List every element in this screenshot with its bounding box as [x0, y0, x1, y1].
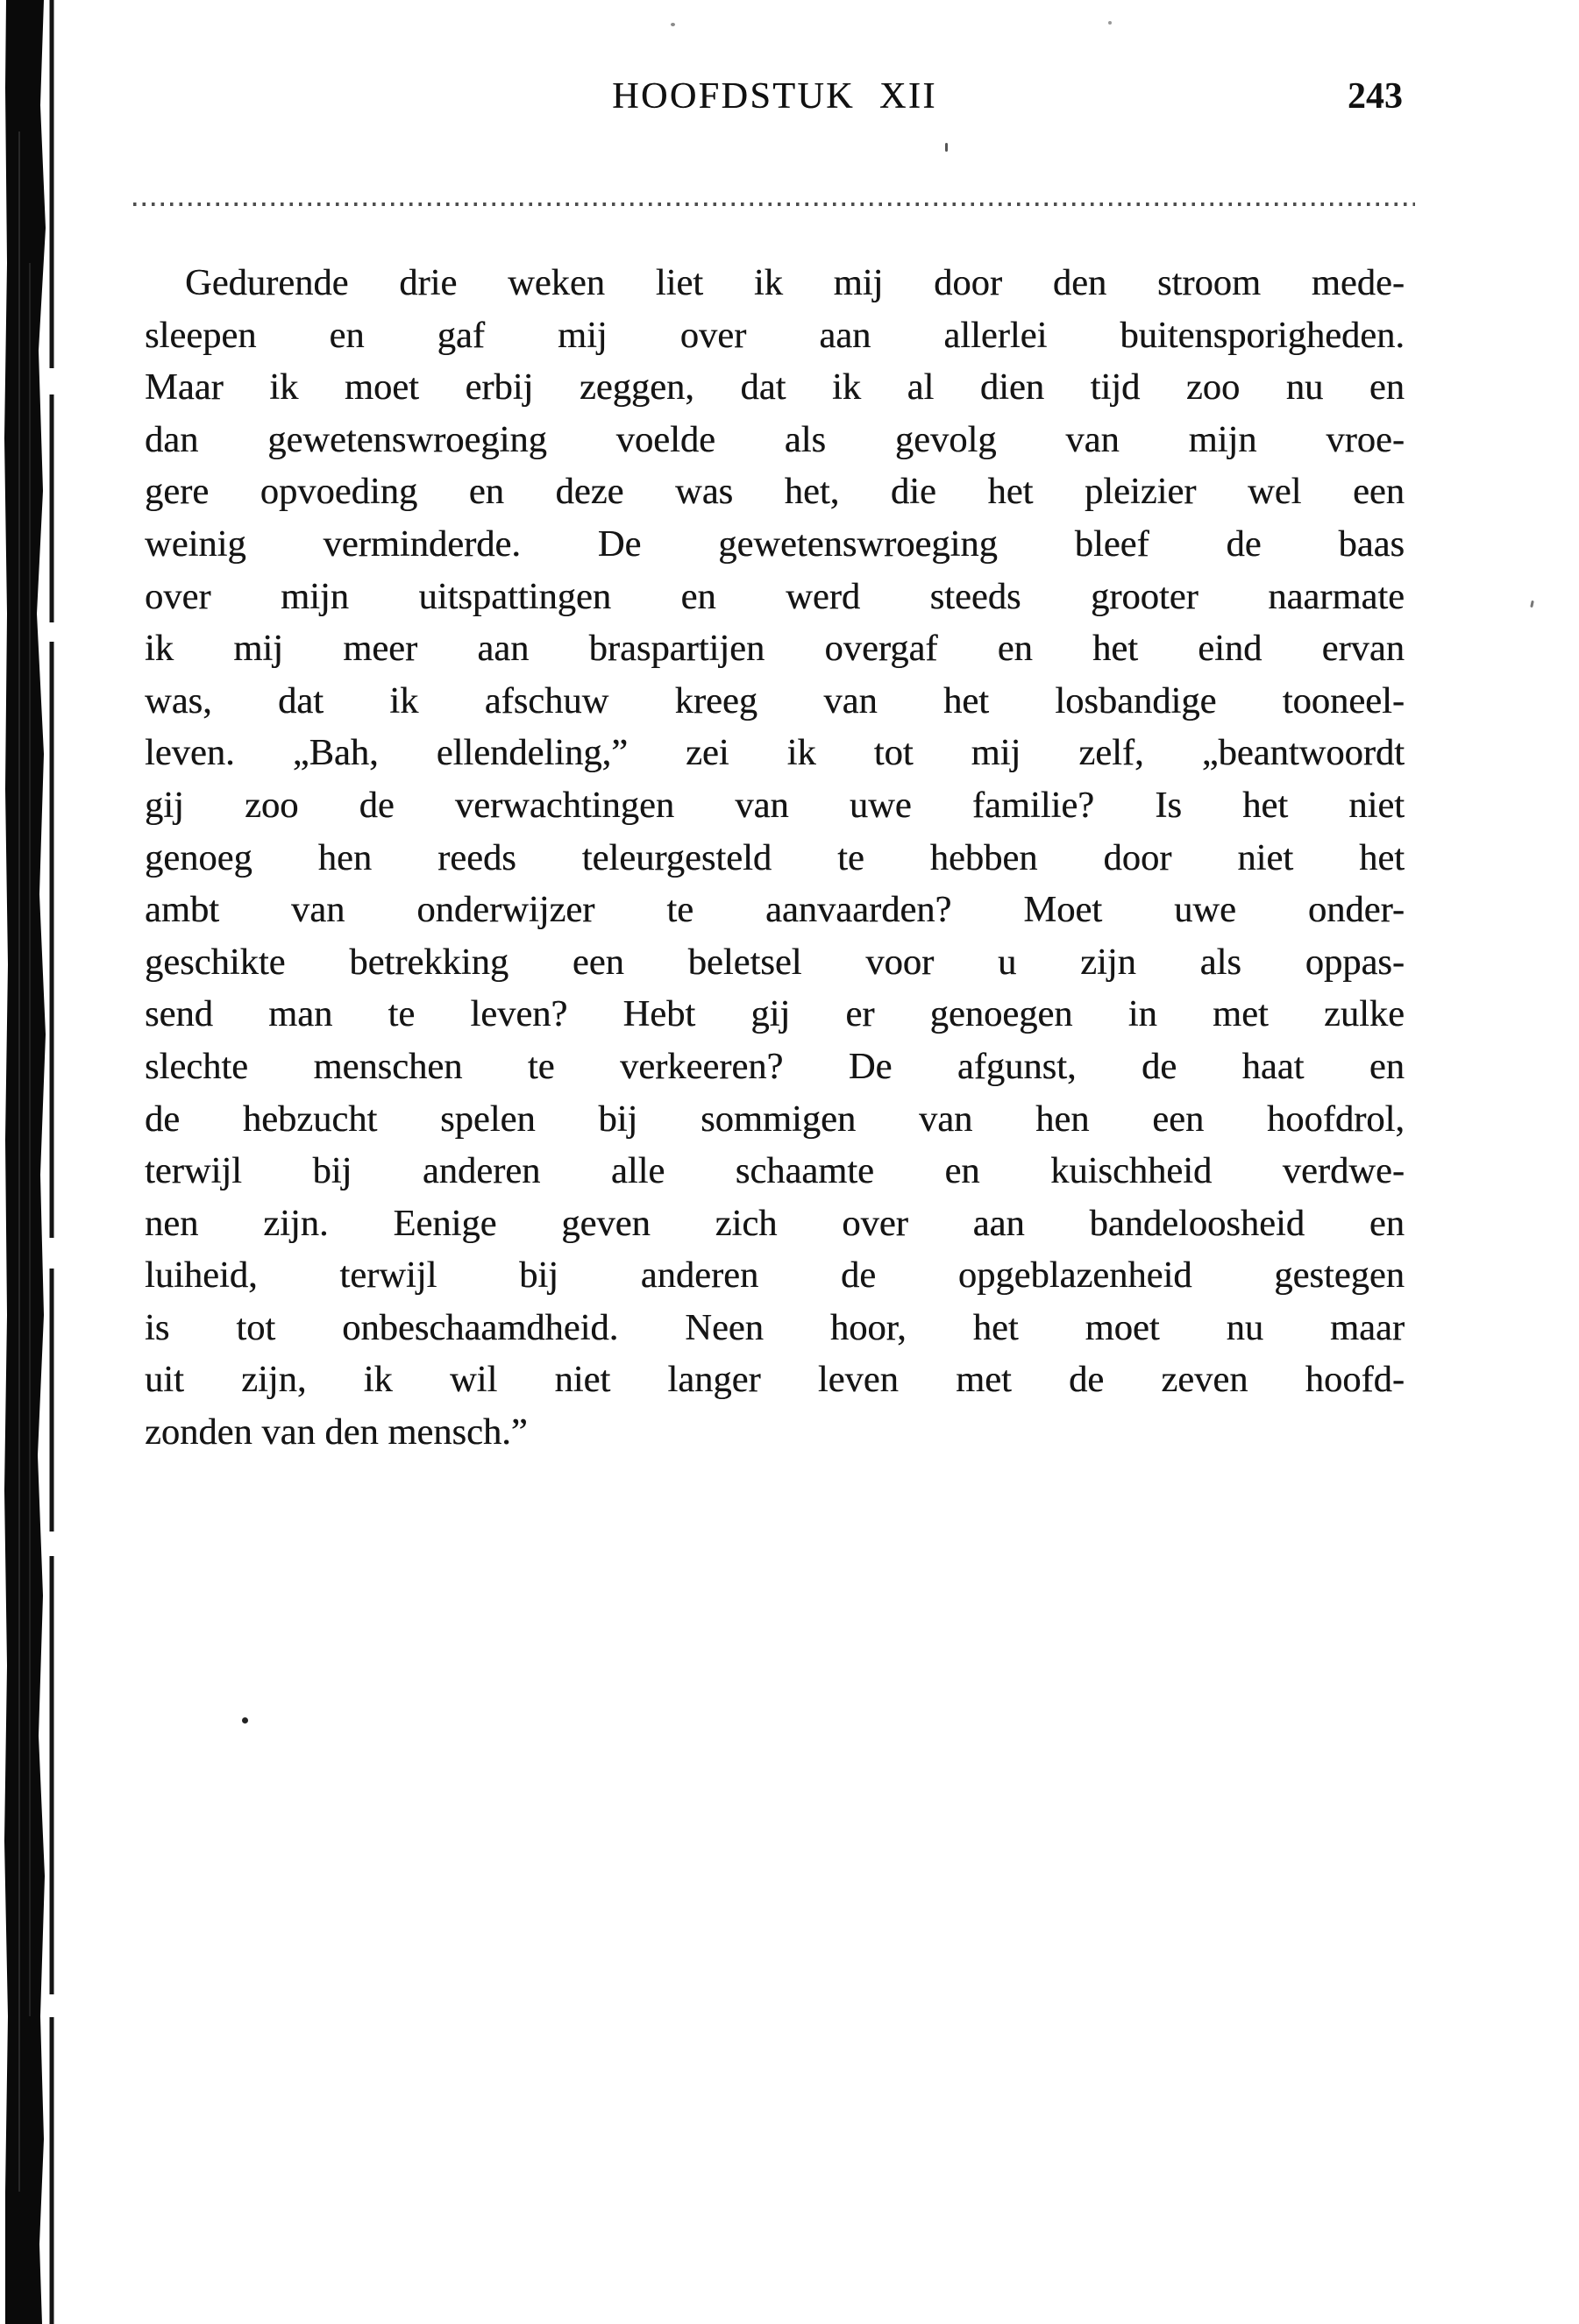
running-header — [145, 75, 1405, 121]
chapter-heading: HOOFDSTUK XII — [612, 76, 937, 117]
text-line: luiheid, terwijl bij anderen de opgeblazenheid gestegen — [145, 1254, 1405, 1297]
text-line: zonden van den mensch.” — [145, 1411, 528, 1453]
scan-speck — [945, 143, 948, 152]
text-line: ambt van onderwijzer te aanvaarden? Moet uwe onder- — [145, 889, 1405, 931]
page-content — [145, 0, 1405, 2324]
text-line: dan gewetenswroeging voelde als gevolg van mijn vroe- — [145, 418, 1405, 460]
text-line: de hebzucht spelen bij sommigen van hen een hoofdrol, — [145, 1098, 1405, 1140]
binding-shadow — [0, 0, 61, 2324]
page-number: 243 — [1348, 76, 1403, 117]
scan-speck — [671, 23, 675, 26]
text-line: ik mij meer aan braspartijen overgaf en het eind ervan — [145, 628, 1405, 670]
text-line: terwijl bij anderen alle schaamte en kuischheid verdwe- — [145, 1150, 1405, 1192]
text-line: sleepen en gaf mij over aan allerlei buitensporigheden. — [145, 314, 1405, 356]
scan-speck — [1530, 601, 1534, 608]
text-line: gij zoo de verwachtingen van uwe familie? Is het niet — [145, 784, 1405, 826]
text-line: Gedurende drie weken liet ik mij door den stroom mede- — [185, 262, 1405, 303]
text-line: Maar ik moet erbij zeggen, dat ik al dien tijd zoo nu en — [145, 366, 1405, 409]
text-line: genoeg hen reeds teleurgesteld te hebben door niet het — [145, 836, 1405, 878]
text-line: gere opvoeding en deze was het, die het pleizier wel een — [145, 471, 1405, 513]
text-line: slechte menschen te verkeeren? De afgunst, de haat en — [145, 1045, 1405, 1087]
text-line: leven. „Bah, ellendeling,” zei ik tot mij zelf, „beantwoordt — [145, 732, 1405, 774]
text-line: nen zijn. Eenige geven zich over aan bandeloosheid en — [145, 1202, 1405, 1244]
paragraph — [145, 257, 1405, 1459]
text-line: was, dat ik afschuw kreeg van het losbandige tooneel- — [145, 679, 1405, 721]
scan-speck — [242, 1717, 248, 1723]
text-line: weinig verminderde. De gewetenswroeging bleef de baas — [145, 522, 1405, 565]
text-line: geschikte betrekking een beletsel voor u zijn als oppas- — [145, 941, 1405, 983]
text-line: send man te leven? Hebt gij er genoegen in met zulke — [145, 993, 1405, 1035]
text-line: over mijn uitspattingen en werd steeds grooter naarmate — [145, 575, 1405, 617]
scan-speck — [1108, 21, 1112, 25]
text-line: is tot onbeschaamdheid. Neen hoor, het moet nu maar — [145, 1306, 1405, 1348]
text-line: uit zijn, ik wil niet langer leven met de zeven hoofd- — [145, 1359, 1405, 1401]
dotted-rule — [133, 203, 1415, 206]
